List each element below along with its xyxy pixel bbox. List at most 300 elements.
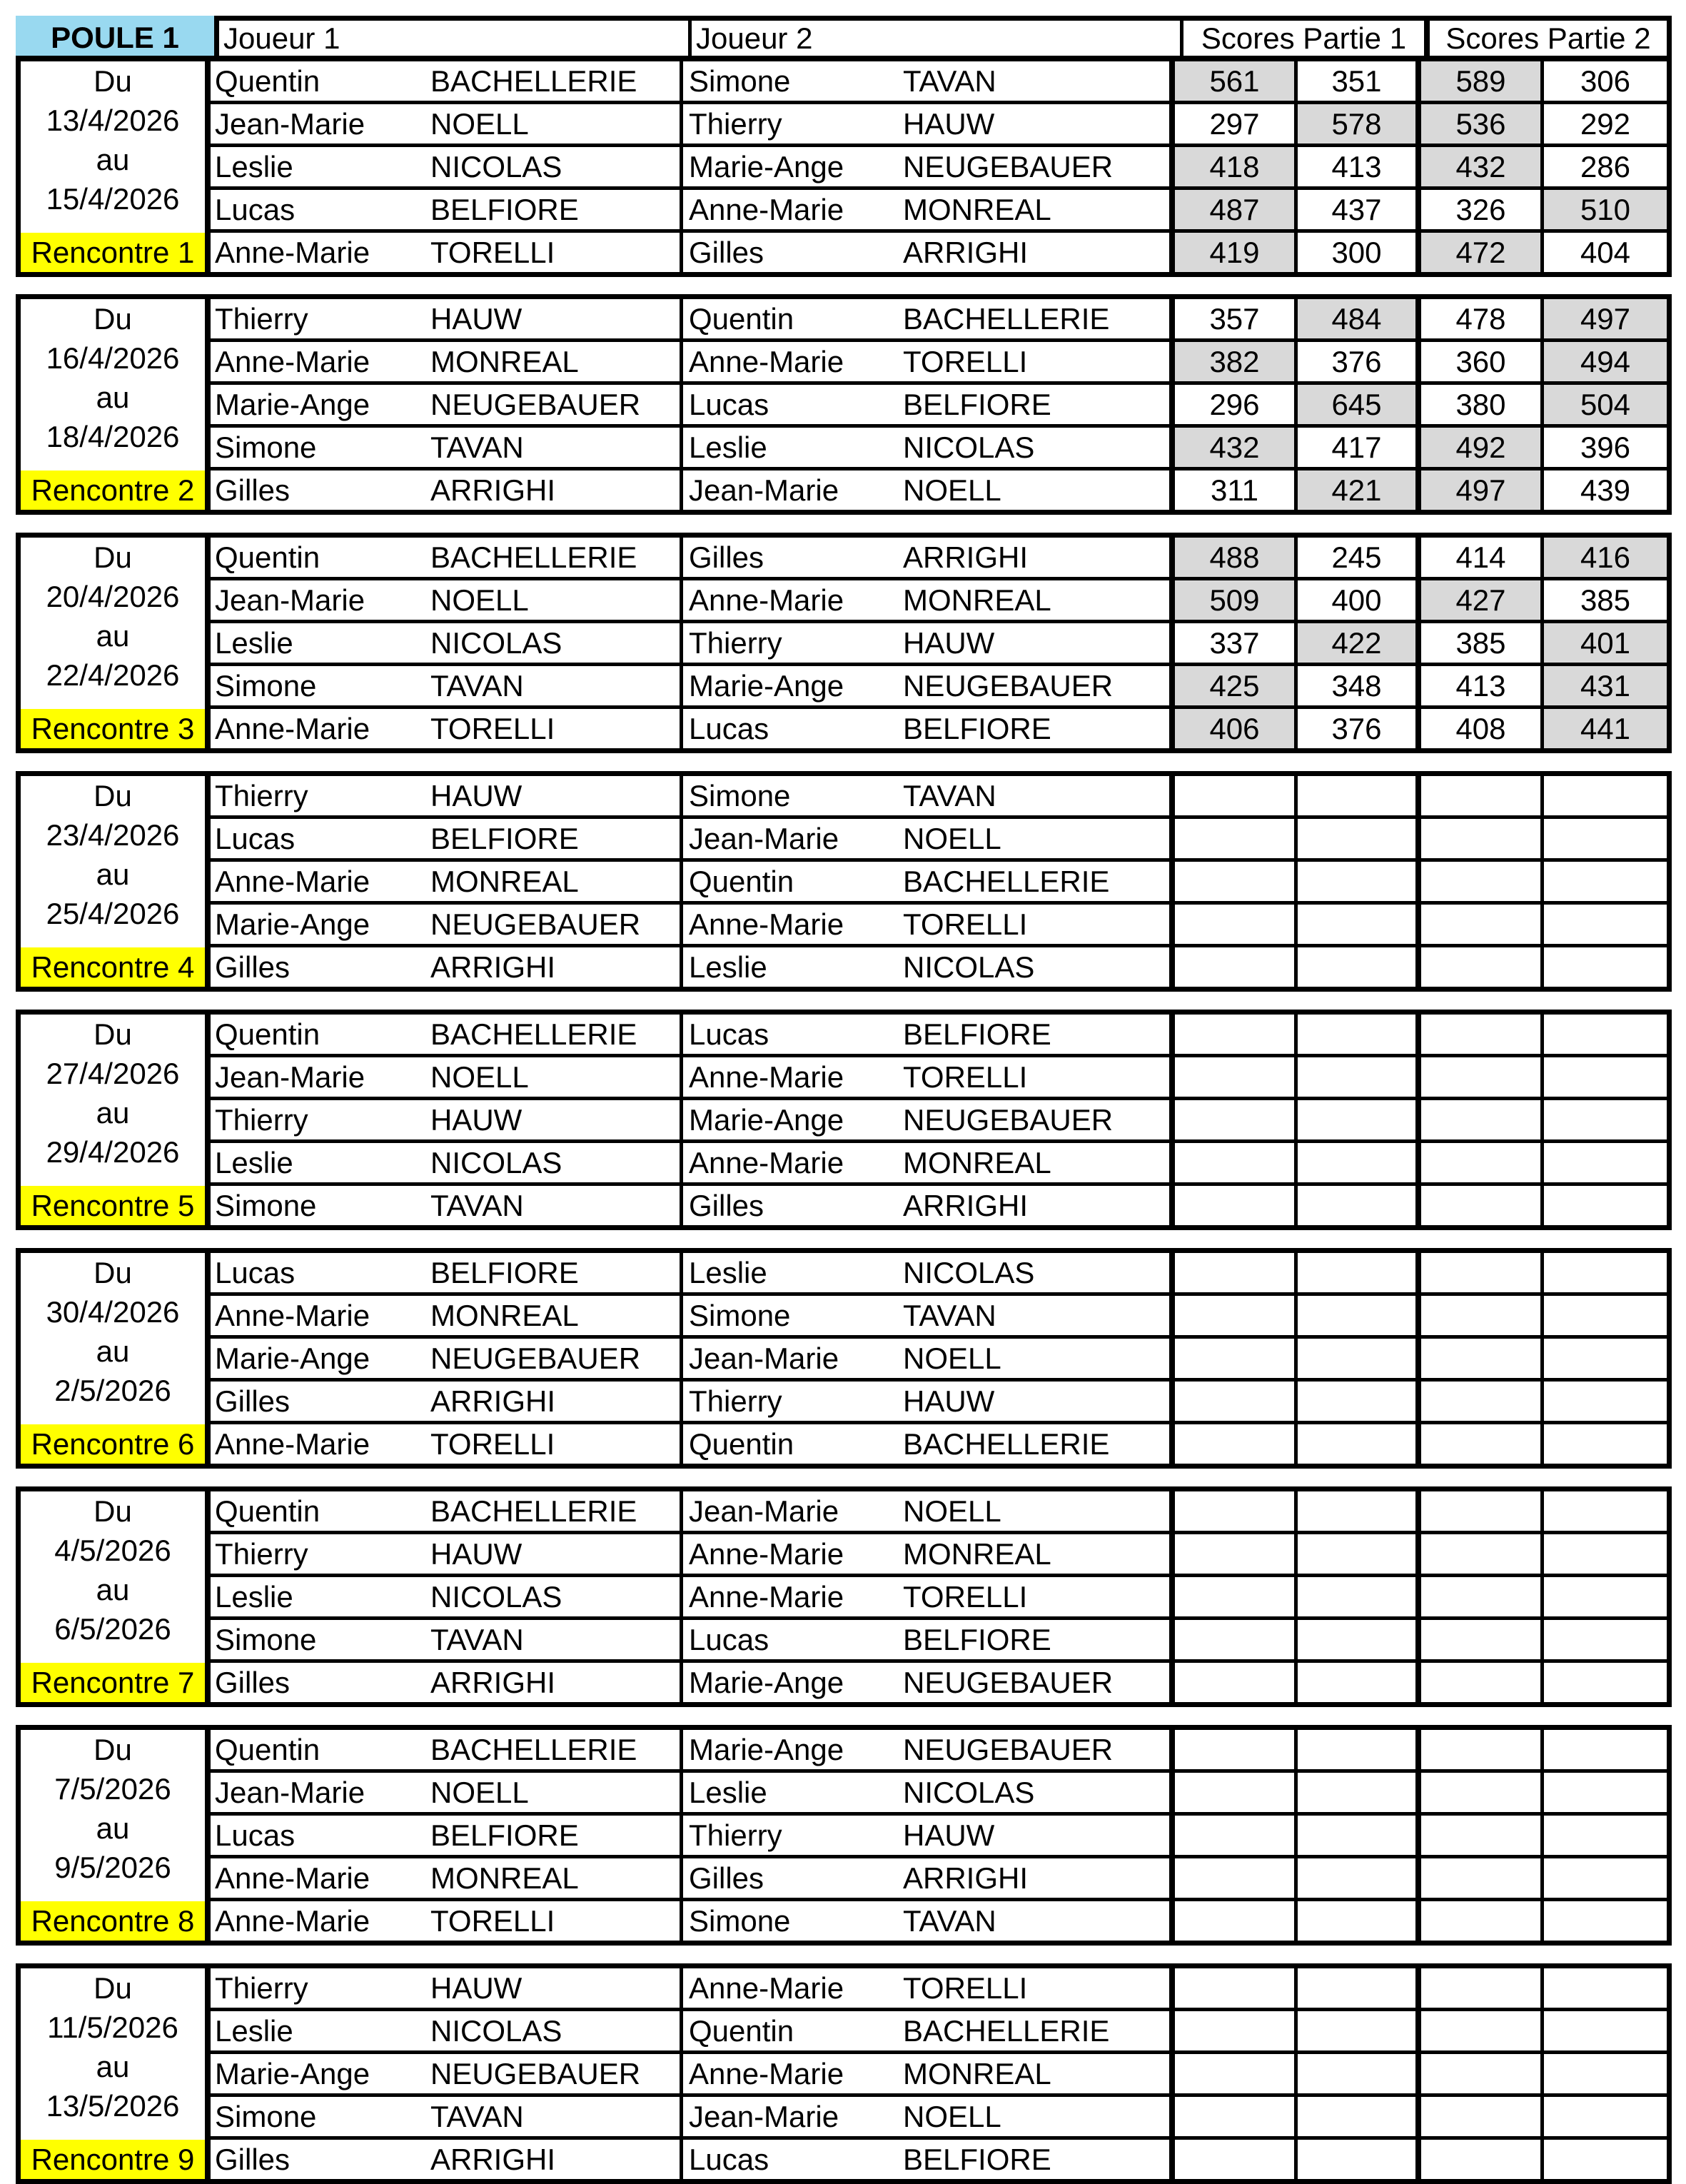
- player2-lastname[interactable]: BELFIORE: [903, 1620, 1175, 1659]
- player1-firstname[interactable]: Anne-Marie: [215, 1298, 370, 1332]
- score-game2-player1[interactable]: [1421, 819, 1544, 858]
- score-game1-player2[interactable]: [1298, 819, 1421, 858]
- player1-firstname[interactable]: Jean-Marie: [215, 106, 365, 141]
- score-game2-player2[interactable]: [1544, 1143, 1667, 1182]
- player2-firstname[interactable]: Anne-Marie: [689, 907, 844, 941]
- score-game1-player2[interactable]: 578: [1298, 104, 1421, 144]
- score-game2-player1[interactable]: 380: [1421, 385, 1544, 424]
- score-game1-player1[interactable]: 425: [1175, 666, 1298, 705]
- score-game1-player1[interactable]: [1175, 1620, 1298, 1659]
- score-game2-player2[interactable]: 306: [1580, 64, 1631, 98]
- player1-lastname[interactable]: BELFIORE: [430, 819, 683, 858]
- player1-firstname[interactable]: Gilles: [215, 2142, 291, 2176]
- player2-firstname[interactable]: Thierry: [689, 625, 782, 660]
- score-game1-player2[interactable]: [1298, 862, 1421, 901]
- score-game1-player2[interactable]: [1298, 1730, 1421, 1769]
- player1-firstname[interactable]: Quentin: [215, 1017, 320, 1051]
- player1-firstname[interactable]: Quentin: [215, 1732, 320, 1766]
- score-game2-player1[interactable]: 497: [1421, 470, 1544, 510]
- player2-firstname[interactable]: Jean-Marie: [689, 2099, 839, 2133]
- player1-firstname[interactable]: Marie-Ange: [215, 387, 370, 421]
- player2-lastname[interactable]: NICOLAS: [903, 1773, 1175, 1812]
- score-game2-player2[interactable]: 401: [1544, 623, 1667, 663]
- score-game2-player2[interactable]: [1544, 1858, 1667, 1898]
- player1-lastname[interactable]: MONREAL: [430, 1296, 683, 1335]
- score-game1-player2[interactable]: 645: [1298, 385, 1421, 424]
- score-game1-player1[interactable]: 406: [1175, 709, 1298, 748]
- player2-lastname[interactable]: BELFIORE: [903, 385, 1175, 424]
- player2-lastname[interactable]: BELFIORE: [903, 2140, 1175, 2179]
- score-game1-player2[interactable]: 421: [1298, 470, 1421, 510]
- score-game1-player1[interactable]: [1175, 1186, 1298, 1225]
- score-game2-player2[interactable]: [1544, 1816, 1667, 1855]
- player2-firstname[interactable]: Leslie: [689, 1255, 767, 1289]
- score-game2-player1[interactable]: [1421, 2140, 1544, 2179]
- score-game1-player2[interactable]: [1298, 1968, 1421, 2008]
- player1-firstname[interactable]: Anne-Marie: [215, 1861, 370, 1895]
- player2-firstname[interactable]: Simone: [689, 1903, 791, 1938]
- player1-firstname[interactable]: Leslie: [215, 625, 293, 660]
- score-game1-player1[interactable]: [1175, 2140, 1298, 2179]
- player2-firstname[interactable]: Gilles: [689, 1861, 764, 1895]
- player2-firstname[interactable]: Quentin: [689, 864, 794, 898]
- score-game2-player2[interactable]: [1544, 1253, 1667, 1292]
- player1-lastname[interactable]: NOELL: [430, 1773, 683, 1812]
- score-game1-player1[interactable]: [1175, 1424, 1298, 1464]
- player2-firstname[interactable]: Lucas: [689, 1017, 769, 1051]
- player1-lastname[interactable]: BACHELLERIE: [430, 1730, 683, 1769]
- score-game2-player1[interactable]: 408: [1421, 709, 1544, 748]
- player2-lastname[interactable]: NEUGEBAUER: [903, 147, 1175, 186]
- score-game1-player2[interactable]: [1298, 1424, 1421, 1464]
- score-game2-player1[interactable]: 589: [1421, 61, 1544, 101]
- player2-firstname[interactable]: Quentin: [689, 301, 794, 336]
- player1-firstname[interactable]: Jean-Marie: [215, 1060, 365, 1094]
- player2-lastname[interactable]: BACHELLERIE: [903, 862, 1175, 901]
- player1-lastname[interactable]: HAUW: [430, 1968, 683, 2008]
- player2-lastname[interactable]: BACHELLERIE: [903, 299, 1175, 338]
- score-game2-player1[interactable]: [1421, 1968, 1544, 2008]
- score-game2-player2[interactable]: [1544, 1186, 1667, 1225]
- player2-firstname[interactable]: Anne-Marie: [689, 192, 844, 226]
- score-game2-player1[interactable]: [1421, 2097, 1544, 2136]
- player1-firstname[interactable]: Anne-Marie: [215, 711, 370, 745]
- score-game1-player1[interactable]: [1175, 2097, 1298, 2136]
- score-game1-player2[interactable]: [1298, 1491, 1421, 1531]
- player2-lastname[interactable]: TORELLI: [903, 1968, 1175, 2008]
- player2-lastname[interactable]: BACHELLERIE: [903, 2011, 1175, 2050]
- player1-lastname[interactable]: ARRIGHI: [430, 470, 683, 510]
- player1-lastname[interactable]: TAVAN: [430, 2097, 683, 2136]
- score-game1-player2[interactable]: [1298, 1057, 1421, 1097]
- score-game2-player1[interactable]: [1421, 1296, 1544, 1335]
- player2-lastname[interactable]: NICOLAS: [903, 1253, 1175, 1292]
- score-game2-player1[interactable]: [1421, 862, 1544, 901]
- player1-lastname[interactable]: BACHELLERIE: [430, 61, 683, 101]
- player1-lastname[interactable]: NOELL: [430, 104, 683, 144]
- player1-lastname[interactable]: NEUGEBAUER: [430, 1339, 683, 1378]
- score-game1-player2[interactable]: 400: [1298, 580, 1421, 620]
- score-game1-player2[interactable]: [1298, 1858, 1421, 1898]
- player1-firstname[interactable]: Anne-Marie: [215, 344, 370, 378]
- player1-lastname[interactable]: ARRIGHI: [430, 1382, 683, 1421]
- score-game2-player1[interactable]: [1421, 947, 1544, 987]
- score-game2-player1[interactable]: [1421, 1816, 1544, 1855]
- score-game2-player1[interactable]: [1421, 1577, 1544, 1616]
- player1-firstname[interactable]: Leslie: [215, 149, 293, 183]
- player2-lastname[interactable]: MONREAL: [903, 190, 1175, 229]
- score-game2-player2[interactable]: 431: [1544, 666, 1667, 705]
- player1-lastname[interactable]: TAVAN: [430, 666, 683, 705]
- score-game1-player2[interactable]: [1298, 1100, 1421, 1139]
- player2-lastname[interactable]: NEUGEBAUER: [903, 666, 1175, 705]
- score-game1-player1[interactable]: [1175, 1968, 1298, 2008]
- score-game2-player2[interactable]: [1544, 776, 1667, 815]
- score-game1-player1[interactable]: [1175, 1534, 1298, 1574]
- player2-lastname[interactable]: BELFIORE: [903, 1015, 1175, 1054]
- player1-firstname[interactable]: Quentin: [215, 1494, 320, 1528]
- player2-firstname[interactable]: Jean-Marie: [689, 1341, 839, 1375]
- score-game2-player1[interactable]: [1421, 1858, 1544, 1898]
- score-game2-player1[interactable]: [1421, 905, 1544, 944]
- score-game1-player2[interactable]: 484: [1298, 299, 1421, 338]
- score-game2-player2[interactable]: [1544, 2054, 1667, 2093]
- player1-lastname[interactable]: TAVAN: [430, 1620, 683, 1659]
- player2-lastname[interactable]: HAUW: [903, 1382, 1175, 1421]
- player1-firstname[interactable]: Leslie: [215, 2013, 293, 2048]
- player1-firstname[interactable]: Leslie: [215, 1145, 293, 1179]
- score-game2-player1[interactable]: [1421, 1382, 1544, 1421]
- score-game2-player1[interactable]: [1421, 1339, 1544, 1378]
- player2-firstname[interactable]: Marie-Ange: [689, 149, 844, 183]
- score-game1-player2[interactable]: 376: [1298, 709, 1421, 748]
- player1-lastname[interactable]: NICOLAS: [430, 2011, 683, 2050]
- player2-lastname[interactable]: NOELL: [903, 2097, 1175, 2136]
- score-game2-player1[interactable]: [1421, 1620, 1544, 1659]
- score-game2-player2[interactable]: 404: [1580, 235, 1631, 269]
- player1-firstname[interactable]: Anne-Marie: [215, 864, 370, 898]
- score-game2-player1[interactable]: [1421, 2011, 1544, 2050]
- score-game2-player2[interactable]: 504: [1544, 385, 1667, 424]
- player2-lastname[interactable]: NICOLAS: [903, 947, 1175, 987]
- player1-firstname[interactable]: Simone: [215, 668, 317, 703]
- player1-lastname[interactable]: TORELLI: [430, 709, 683, 748]
- score-game1-player1[interactable]: [1175, 1858, 1298, 1898]
- score-game1-player1[interactable]: [1175, 1901, 1298, 1941]
- score-game2-player2[interactable]: 416: [1544, 538, 1667, 577]
- player1-lastname[interactable]: NEUGEBAUER: [430, 385, 683, 424]
- score-game2-player1[interactable]: 326: [1421, 190, 1544, 229]
- score-game1-player1[interactable]: 382: [1175, 342, 1298, 381]
- score-game1-player2[interactable]: [1298, 2097, 1421, 2136]
- score-game2-player1[interactable]: [1421, 2054, 1544, 2093]
- player2-firstname[interactable]: Thierry: [689, 106, 782, 141]
- player2-firstname[interactable]: Marie-Ange: [689, 668, 844, 703]
- score-game1-player1[interactable]: [1175, 1730, 1298, 1769]
- score-game1-player2[interactable]: [1298, 1663, 1421, 1702]
- score-game2-player2[interactable]: [1544, 1424, 1667, 1464]
- score-game2-player1[interactable]: [1421, 1663, 1544, 1702]
- player1-lastname[interactable]: MONREAL: [430, 1858, 683, 1898]
- player1-lastname[interactable]: ARRIGHI: [430, 1663, 683, 1702]
- score-game2-player1[interactable]: [1421, 1057, 1544, 1097]
- player2-lastname[interactable]: HAUW: [903, 104, 1175, 144]
- player2-firstname[interactable]: Simone: [689, 778, 791, 812]
- player2-firstname[interactable]: Anne-Marie: [689, 1579, 844, 1614]
- player2-firstname[interactable]: Marie-Ange: [689, 1102, 844, 1137]
- player2-lastname[interactable]: TORELLI: [903, 1057, 1175, 1097]
- player2-firstname[interactable]: Anne-Marie: [689, 1060, 844, 1094]
- score-game1-player2[interactable]: [1298, 905, 1421, 944]
- score-game2-player1[interactable]: [1421, 1015, 1544, 1054]
- player1-lastname[interactable]: NOELL: [430, 1057, 683, 1097]
- player2-firstname[interactable]: Marie-Ange: [689, 1732, 844, 1766]
- player2-firstname[interactable]: Leslie: [689, 1775, 767, 1809]
- score-game1-player2[interactable]: 245: [1298, 538, 1421, 577]
- player2-lastname[interactable]: ARRIGHI: [903, 1186, 1175, 1225]
- player2-firstname[interactable]: Simone: [689, 1298, 791, 1332]
- score-game1-player2[interactable]: [1298, 2140, 1421, 2179]
- score-game2-player1[interactable]: [1421, 1534, 1544, 1574]
- score-game1-player1[interactable]: [1175, 1296, 1298, 1335]
- player2-lastname[interactable]: BELFIORE: [903, 709, 1175, 748]
- score-game1-player2[interactable]: [1298, 1901, 1421, 1941]
- player2-firstname[interactable]: Quentin: [689, 1426, 794, 1461]
- score-game1-player1[interactable]: 297: [1175, 104, 1298, 144]
- player1-lastname[interactable]: HAUW: [430, 299, 683, 338]
- score-game1-player1[interactable]: 419: [1175, 233, 1298, 272]
- score-game2-player2[interactable]: [1544, 1339, 1667, 1378]
- player1-lastname[interactable]: TORELLI: [430, 1901, 683, 1941]
- score-game1-player2[interactable]: 348: [1298, 666, 1421, 705]
- score-game2-player1[interactable]: 472: [1421, 233, 1544, 272]
- score-game2-player1[interactable]: [1421, 1143, 1544, 1182]
- player1-firstname[interactable]: Anne-Marie: [215, 1426, 370, 1461]
- score-game2-player1[interactable]: [1421, 776, 1544, 815]
- score-game1-player1[interactable]: [1175, 1577, 1298, 1616]
- score-game1-player1[interactable]: [1175, 2011, 1298, 2050]
- score-game1-player1[interactable]: [1175, 1663, 1298, 1702]
- player2-lastname[interactable]: MONREAL: [903, 1534, 1175, 1574]
- score-game2-player1[interactable]: 385: [1421, 623, 1544, 663]
- score-game2-player2[interactable]: [1544, 1491, 1667, 1531]
- score-game1-player2[interactable]: [1298, 1143, 1421, 1182]
- player2-lastname[interactable]: HAUW: [903, 1816, 1175, 1855]
- player2-lastname[interactable]: TAVAN: [903, 776, 1175, 815]
- score-game1-player2[interactable]: [1298, 1577, 1421, 1616]
- score-game2-player2[interactable]: [1544, 1577, 1667, 1616]
- player2-lastname[interactable]: ARRIGHI: [903, 538, 1175, 577]
- player1-lastname[interactable]: MONREAL: [430, 862, 683, 901]
- player1-firstname[interactable]: Lucas: [215, 192, 296, 226]
- score-game1-player1[interactable]: [1175, 819, 1298, 858]
- player1-firstname[interactable]: Thierry: [215, 1102, 308, 1137]
- score-game1-player2[interactable]: [1298, 1382, 1421, 1421]
- score-game2-player2[interactable]: 439: [1580, 473, 1631, 507]
- score-game2-player2[interactable]: [1544, 1296, 1667, 1335]
- score-game2-player1[interactable]: [1421, 1253, 1544, 1292]
- player1-firstname[interactable]: Thierry: [215, 301, 308, 336]
- score-game2-player2[interactable]: [1544, 905, 1667, 944]
- score-game2-player2[interactable]: [1544, 819, 1667, 858]
- score-game1-player1[interactable]: [1175, 905, 1298, 944]
- score-game1-player2[interactable]: 376: [1298, 342, 1421, 381]
- score-game1-player1[interactable]: [1175, 2054, 1298, 2093]
- score-game2-player2[interactable]: [1544, 1901, 1667, 1941]
- player2-lastname[interactable]: NOELL: [903, 1339, 1175, 1378]
- score-game1-player1[interactable]: 337: [1175, 623, 1298, 663]
- score-game2-player2[interactable]: [1544, 862, 1667, 901]
- score-game1-player1[interactable]: 488: [1175, 538, 1298, 577]
- score-game2-player1[interactable]: [1421, 1773, 1544, 1812]
- player2-firstname[interactable]: Thierry: [689, 1384, 782, 1418]
- player2-firstname[interactable]: Gilles: [689, 1188, 764, 1222]
- score-game2-player2[interactable]: [1544, 1663, 1667, 1702]
- player1-firstname[interactable]: Anne-Marie: [215, 1903, 370, 1938]
- score-game1-player1[interactable]: [1175, 1057, 1298, 1097]
- player2-lastname[interactable]: TORELLI: [903, 342, 1175, 381]
- player1-firstname[interactable]: Gilles: [215, 950, 291, 984]
- score-game2-player2[interactable]: [1544, 947, 1667, 987]
- score-game1-player1[interactable]: [1175, 1253, 1298, 1292]
- player2-firstname[interactable]: Marie-Ange: [689, 1665, 844, 1699]
- player2-firstname[interactable]: Jean-Marie: [689, 821, 839, 855]
- score-game2-player1[interactable]: 414: [1421, 538, 1544, 577]
- player1-firstname[interactable]: Leslie: [215, 1579, 293, 1614]
- score-game2-player2[interactable]: 292: [1580, 106, 1631, 141]
- player2-firstname[interactable]: Leslie: [689, 430, 767, 464]
- player2-lastname[interactable]: NEUGEBAUER: [903, 1730, 1175, 1769]
- score-game2-player2[interactable]: [1544, 1100, 1667, 1139]
- player2-firstname[interactable]: Lucas: [689, 2142, 769, 2176]
- player1-firstname[interactable]: Lucas: [215, 821, 296, 855]
- player1-lastname[interactable]: NICOLAS: [430, 1577, 683, 1616]
- score-game2-player2[interactable]: [1544, 2011, 1667, 2050]
- player1-firstname[interactable]: Lucas: [215, 1818, 296, 1852]
- player1-lastname[interactable]: TORELLI: [430, 233, 683, 272]
- player1-firstname[interactable]: Thierry: [215, 1971, 308, 2005]
- player1-firstname[interactable]: Marie-Ange: [215, 907, 370, 941]
- score-game2-player2[interactable]: 494: [1544, 342, 1667, 381]
- score-game1-player2[interactable]: 413: [1298, 147, 1421, 186]
- player1-lastname[interactable]: HAUW: [430, 1534, 683, 1574]
- player1-firstname[interactable]: Gilles: [215, 1384, 291, 1418]
- score-game2-player2[interactable]: 385: [1580, 583, 1631, 617]
- score-game2-player2[interactable]: [1544, 1382, 1667, 1421]
- player2-firstname[interactable]: Anne-Marie: [689, 1536, 844, 1571]
- player1-firstname[interactable]: Quentin: [215, 64, 320, 98]
- player1-firstname[interactable]: Marie-Ange: [215, 1341, 370, 1375]
- player2-firstname[interactable]: Jean-Marie: [689, 1494, 839, 1528]
- player1-lastname[interactable]: TAVAN: [430, 428, 683, 467]
- score-game2-player1[interactable]: 492: [1421, 428, 1544, 467]
- player2-lastname[interactable]: TORELLI: [903, 1577, 1175, 1616]
- player2-lastname[interactable]: TAVAN: [903, 1901, 1175, 1941]
- player2-lastname[interactable]: BACHELLERIE: [903, 1424, 1175, 1464]
- player1-firstname[interactable]: Gilles: [215, 1665, 291, 1699]
- score-game1-player1[interactable]: [1175, 1100, 1298, 1139]
- score-game1-player2[interactable]: 300: [1298, 233, 1421, 272]
- player2-lastname[interactable]: NEUGEBAUER: [903, 1100, 1175, 1139]
- score-game1-player2[interactable]: [1298, 776, 1421, 815]
- player1-firstname[interactable]: Quentin: [215, 540, 320, 574]
- player2-lastname[interactable]: ARRIGHI: [903, 233, 1175, 272]
- player2-firstname[interactable]: Lucas: [689, 711, 769, 745]
- score-game1-player1[interactable]: 487: [1175, 190, 1298, 229]
- player1-firstname[interactable]: Marie-Ange: [215, 2056, 370, 2090]
- score-game1-player1[interactable]: [1175, 1773, 1298, 1812]
- score-game2-player2[interactable]: [1544, 1620, 1667, 1659]
- player2-firstname[interactable]: Anne-Marie: [689, 1145, 844, 1179]
- player1-lastname[interactable]: BACHELLERIE: [430, 538, 683, 577]
- player2-lastname[interactable]: MONREAL: [903, 580, 1175, 620]
- player2-lastname[interactable]: MONREAL: [903, 1143, 1175, 1182]
- player1-lastname[interactable]: NEUGEBAUER: [430, 905, 683, 944]
- score-game2-player1[interactable]: [1421, 1491, 1544, 1531]
- player1-firstname[interactable]: Jean-Marie: [215, 1775, 365, 1809]
- player1-lastname[interactable]: ARRIGHI: [430, 2140, 683, 2179]
- score-game1-player1[interactable]: 509: [1175, 580, 1298, 620]
- player1-lastname[interactable]: BELFIORE: [430, 1816, 683, 1855]
- player1-firstname[interactable]: Thierry: [215, 778, 308, 812]
- score-game1-player2[interactable]: [1298, 947, 1421, 987]
- player1-firstname[interactable]: Simone: [215, 2099, 317, 2133]
- player2-firstname[interactable]: Thierry: [689, 1818, 782, 1852]
- player2-lastname[interactable]: TAVAN: [903, 61, 1175, 101]
- score-game2-player1[interactable]: [1421, 1901, 1544, 1941]
- score-game2-player1[interactable]: 360: [1421, 342, 1544, 381]
- player2-firstname[interactable]: Gilles: [689, 540, 764, 574]
- score-game2-player1[interactable]: [1421, 1186, 1544, 1225]
- score-game2-player1[interactable]: [1421, 1730, 1544, 1769]
- score-game1-player2[interactable]: [1298, 1534, 1421, 1574]
- score-game2-player2[interactable]: [1544, 2140, 1667, 2179]
- score-game1-player2[interactable]: [1298, 1620, 1421, 1659]
- player1-lastname[interactable]: TORELLI: [430, 1424, 683, 1464]
- player2-lastname[interactable]: HAUW: [903, 623, 1175, 663]
- score-game2-player1[interactable]: 478: [1421, 299, 1544, 338]
- player2-lastname[interactable]: NOELL: [903, 1491, 1175, 1531]
- player2-firstname[interactable]: Anne-Marie: [689, 2056, 844, 2090]
- player1-firstname[interactable]: Jean-Marie: [215, 583, 365, 617]
- player2-firstname[interactable]: Anne-Marie: [689, 583, 844, 617]
- score-game1-player2[interactable]: [1298, 1186, 1421, 1225]
- player2-firstname[interactable]: Jean-Marie: [689, 473, 839, 507]
- score-game1-player1[interactable]: [1175, 1339, 1298, 1378]
- player1-firstname[interactable]: Anne-Marie: [215, 235, 370, 269]
- score-game1-player2[interactable]: 351: [1298, 61, 1421, 101]
- score-game2-player1[interactable]: [1421, 1100, 1544, 1139]
- score-game2-player2[interactable]: [1544, 1730, 1667, 1769]
- score-game1-player2[interactable]: 422: [1298, 623, 1421, 663]
- player1-lastname[interactable]: NICOLAS: [430, 1143, 683, 1182]
- score-game1-player2[interactable]: [1298, 1339, 1421, 1378]
- score-game2-player1[interactable]: 432: [1421, 147, 1544, 186]
- player2-lastname[interactable]: TORELLI: [903, 905, 1175, 944]
- score-game2-player2[interactable]: [1544, 1968, 1667, 2008]
- score-game2-player2[interactable]: [1544, 1773, 1667, 1812]
- player2-firstname[interactable]: Quentin: [689, 2013, 794, 2048]
- player2-lastname[interactable]: NICOLAS: [903, 428, 1175, 467]
- score-game2-player2[interactable]: 441: [1544, 709, 1667, 748]
- player1-firstname[interactable]: Gilles: [215, 473, 291, 507]
- score-game2-player2[interactable]: 497: [1544, 299, 1667, 338]
- score-game1-player2[interactable]: [1298, 1773, 1421, 1812]
- player2-firstname[interactable]: Anne-Marie: [689, 344, 844, 378]
- score-game1-player1[interactable]: [1175, 1015, 1298, 1054]
- player1-firstname[interactable]: Simone: [215, 430, 317, 464]
- score-game2-player2[interactable]: [1544, 1015, 1667, 1054]
